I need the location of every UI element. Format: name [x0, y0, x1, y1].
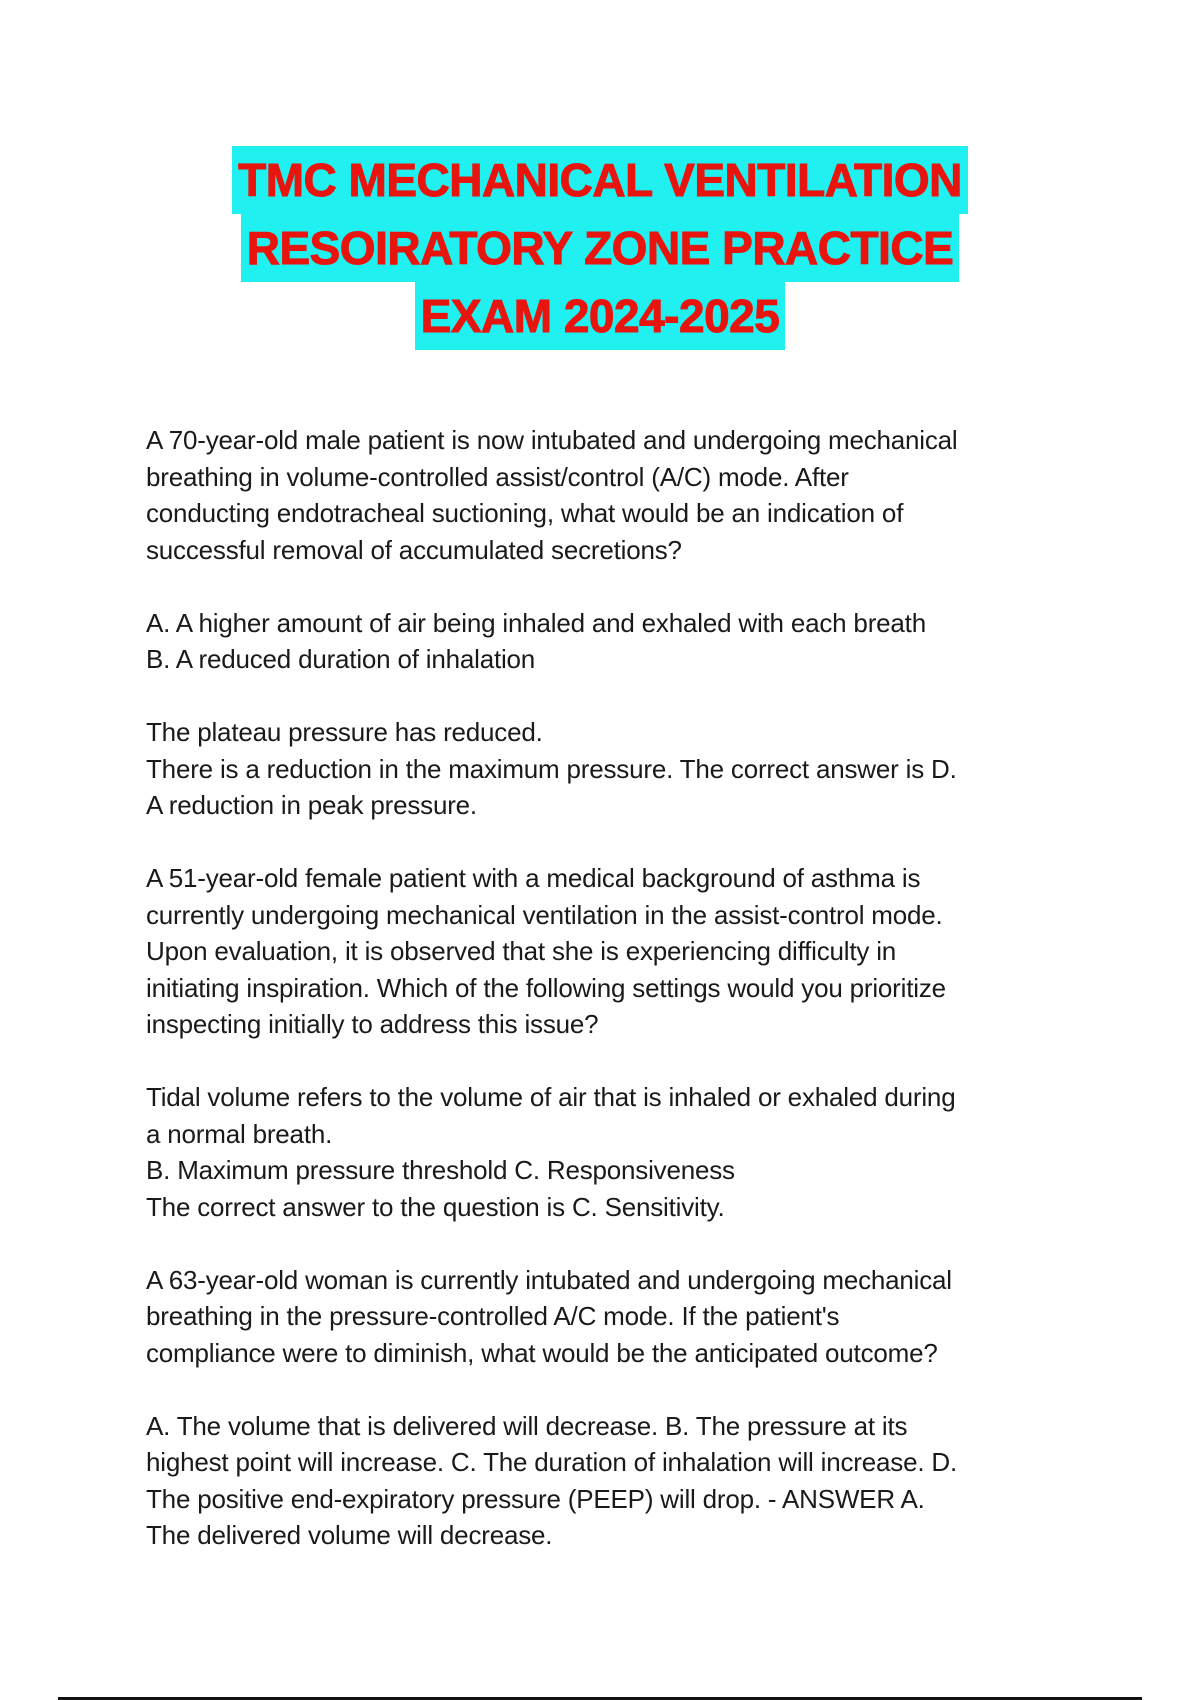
- text-line: The correct answer to the question is C. Sensitivity.: [146, 1191, 725, 1222]
- text-line: conducting endotracheal suctioning, what would be an indication of: [146, 498, 904, 528]
- text-line: There is a reduction in the maximum pressure. The correct answer is D.: [146, 753, 957, 784]
- question-1-options: [146, 605, 1066, 678]
- question-1-stem: [146, 422, 1066, 568]
- question-2-stem: [146, 860, 1066, 1043]
- text-line: currently undergoing mechanical ventilation in the assist-control mode.: [146, 899, 943, 930]
- text-line: A. The volume that is delivered will decrease. B. The pressure at its: [146, 1410, 908, 1441]
- text-line: breathing in the pressure-controlled A/C mode. If the patient's: [146, 1301, 840, 1331]
- question-3-answer: [146, 1408, 1066, 1554]
- text-line: The plateau pressure has reduced.: [146, 717, 543, 747]
- text-line: breathing in volume-controlled assist/control (A/C) mode. After: [146, 461, 849, 492]
- text-line: Upon evaluation, it is observed that she is experiencing difficulty in: [146, 936, 897, 966]
- question-1-answer: [146, 714, 1066, 824]
- document-title: [0, 146, 1200, 350]
- text-line: a normal breath.: [146, 1118, 333, 1149]
- text-line: A 70-year-old male patient is now intubated and undergoing mechanical: [146, 425, 958, 455]
- text-line: A 63-year-old woman is currently intubated and undergoing mechanical: [146, 1264, 952, 1295]
- text-line: initiating inspiration. Which of the following settings would you prioritize: [146, 972, 946, 1003]
- text-line: Tidal volume refers to the volume of air that is inhaled or exhaled during: [146, 1082, 956, 1112]
- text-line: A. A higher amount of air being inhaled and exhaled with each breath: [146, 607, 926, 638]
- text-line: inspecting initially to address this issue?: [146, 1009, 599, 1039]
- text-line: B. Maximum pressure threshold C. Responsiveness: [146, 1155, 735, 1185]
- title-line-2: RESOIRATORY ZONE PRACTICE: [241, 214, 960, 282]
- question-2-answer: [146, 1079, 1066, 1225]
- text-line: highest point will increase. C. The duration of inhalation will increase. D.: [146, 1447, 957, 1477]
- text-line: A reduction in peak pressure.: [146, 790, 477, 820]
- text-line: The positive end-expiratory pressure (PEEP) will drop. - ANSWER A.: [146, 1483, 925, 1514]
- text-line: compliance were to diminish, what would be the anticipated outcome?: [146, 1337, 938, 1368]
- text-line: The delivered volume will decrease.: [146, 1520, 553, 1550]
- title-line-3: EXAM 2024-2025: [415, 282, 786, 350]
- title-line-1: TMC MECHANICAL VENTILATION: [232, 146, 968, 214]
- question-3-stem: [146, 1262, 1066, 1372]
- text-line: A 51-year-old female patient with a medical background of asthma is: [146, 863, 921, 893]
- text-line: successful removal of accumulated secretions?: [146, 534, 682, 565]
- text-line: B. A reduced duration of inhalation: [146, 644, 536, 674]
- document-body: [146, 422, 1066, 1590]
